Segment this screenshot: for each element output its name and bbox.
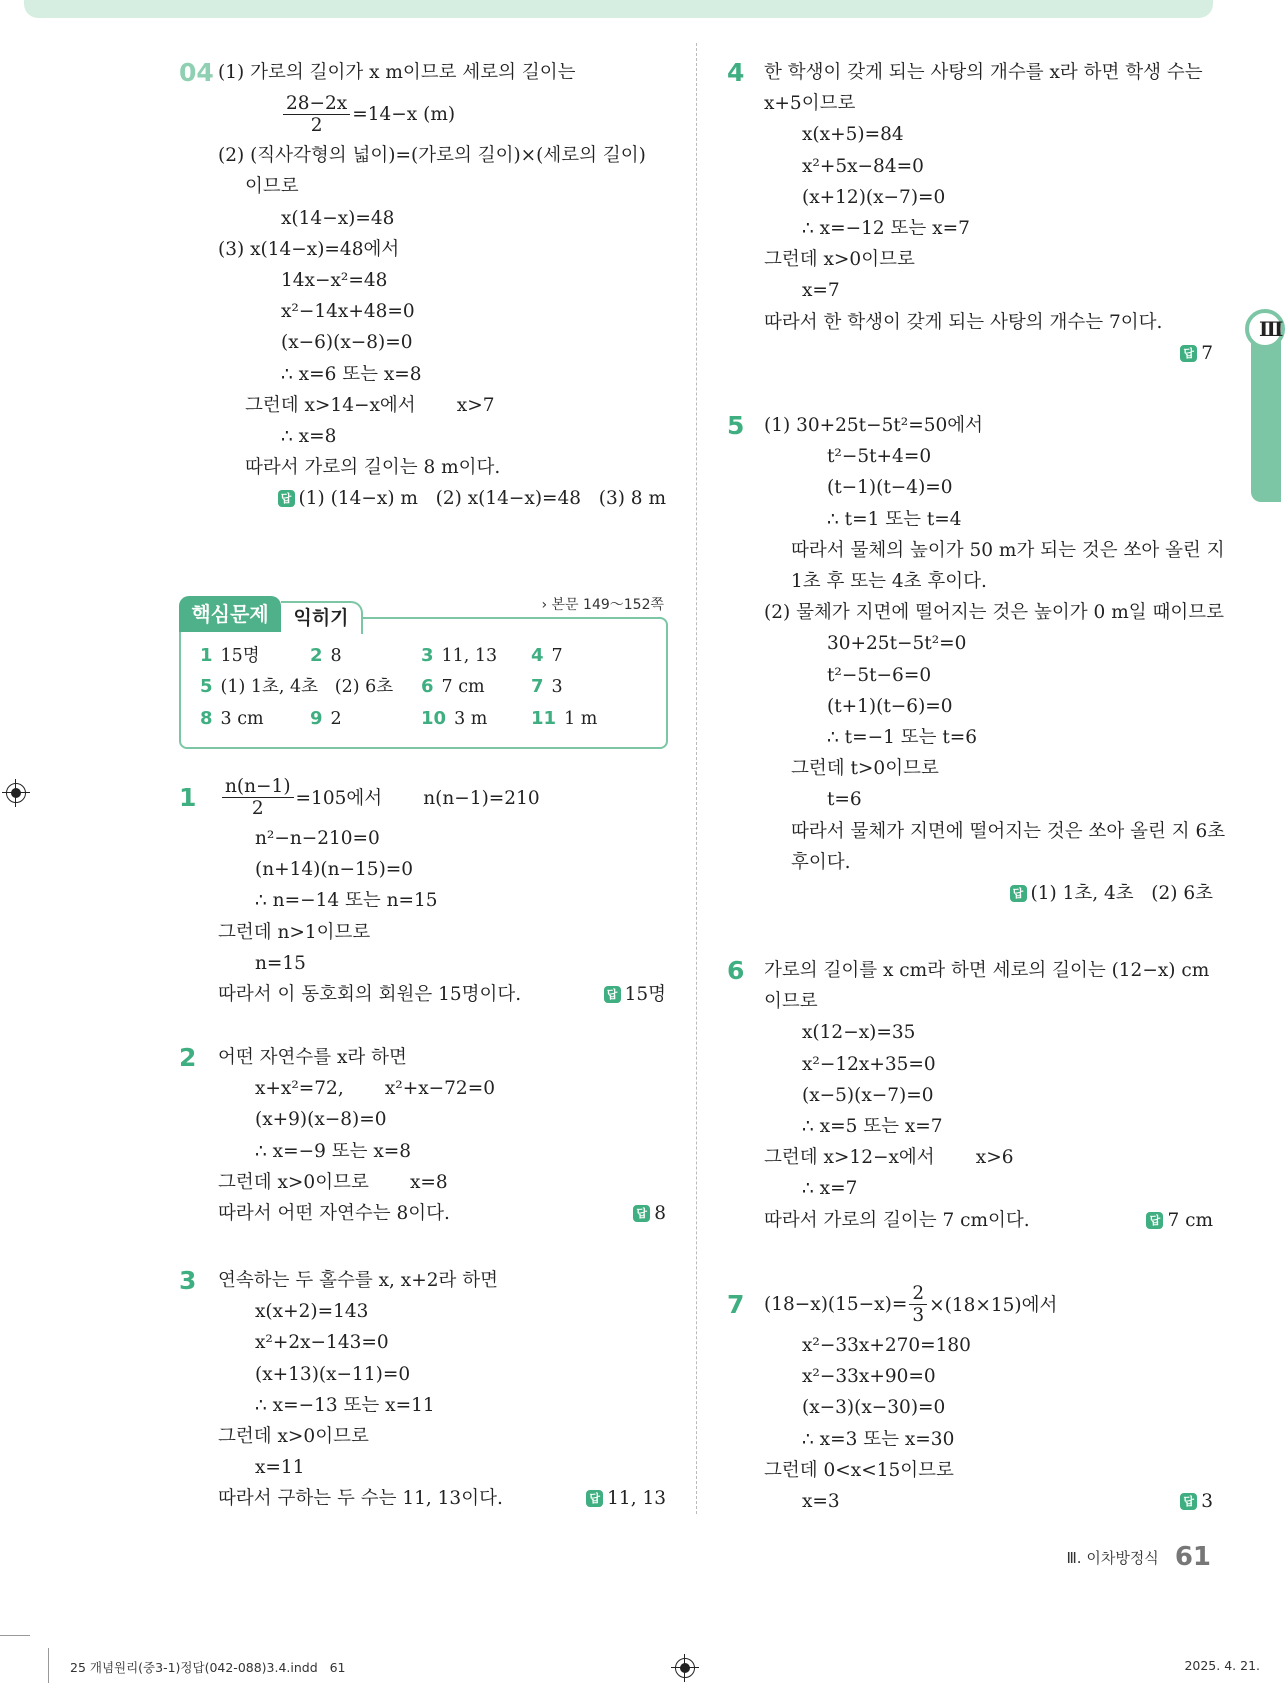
answer	[278, 483, 666, 514]
line-text: 30+25t−5t²=0	[827, 633, 967, 655]
solution-line	[220, 771, 666, 823]
solution-line	[255, 1073, 666, 1104]
fraction	[909, 1283, 927, 1326]
line-text: x+x²=72, x²+x−72=0	[255, 1078, 495, 1100]
solution-line	[218, 140, 666, 171]
answer-icon: 답	[586, 1490, 603, 1507]
solution-line	[827, 722, 1213, 753]
problem-number: 1	[179, 782, 197, 812]
solution-line	[802, 1424, 1213, 1455]
solution-line	[255, 1327, 666, 1358]
summary-item-answer: 11, 13	[441, 646, 498, 666]
solution-line	[255, 948, 666, 979]
solution-line	[245, 171, 666, 202]
answer-icon: 답	[604, 986, 621, 1003]
line-text: (x−3)(x−30)=0	[802, 1397, 946, 1419]
line-text: x(12−x)=35	[802, 1022, 916, 1044]
line-text: ∴ x=6 또는 x=8	[281, 363, 422, 385]
summary-tab-sub: 익히기	[281, 601, 363, 634]
solution-line	[827, 660, 1213, 691]
summary-item	[310, 705, 342, 733]
answer-icon: 답	[1180, 345, 1197, 362]
line-text: (3) x(14−x)=48에서	[218, 238, 400, 260]
line-text: 따라서 한 학생이 갖게 되는 사탕의 개수는 7이다.	[764, 311, 1163, 333]
solution-line	[764, 88, 1213, 119]
line-text: (t−1)(t−4)=0	[827, 477, 953, 499]
line-text: x²−33x+90=0	[802, 1366, 936, 1388]
page-footer	[1066, 1542, 1211, 1572]
answer-text: 3	[1201, 1491, 1213, 1512]
answer	[1180, 338, 1213, 369]
answer-line	[713, 338, 1213, 369]
answer	[604, 979, 666, 1010]
crop-mark	[0, 1635, 30, 1636]
line-text: 14x−x²=48	[281, 270, 388, 291]
solution-line	[802, 1080, 1213, 1111]
line-text: 따라서 가로의 길이는 7 cm이다.	[764, 1209, 1030, 1231]
line-text: ∴ x=5 또는 x=7	[802, 1116, 943, 1137]
solution-line	[791, 847, 1213, 878]
answer	[1010, 878, 1214, 909]
line-text: t=6	[827, 789, 862, 811]
answer	[586, 1483, 666, 1514]
expression: =105에서 n(n−1)=210	[295, 788, 540, 809]
page-number: 61	[1174, 1542, 1211, 1572]
summary-item-number: 3	[421, 645, 434, 666]
line-text: (x+9)(x−8)=0	[255, 1109, 387, 1131]
solution-line	[764, 986, 1213, 1017]
line-text: x=3	[802, 1491, 840, 1512]
top-banner	[24, 0, 1213, 18]
line-text: x²−33x+270=180	[802, 1335, 971, 1356]
solution-line	[827, 472, 1213, 503]
line-text: 후이다.	[791, 851, 851, 873]
solution-line	[218, 57, 666, 88]
line-text: 그런데 0<x<15이므로	[764, 1459, 954, 1481]
line-text: 가로의 길이를 x cm라 하면 세로의 길이는 (12−x) cm	[764, 960, 1210, 981]
line-text: ∴ x=−13 또는 x=11	[255, 1394, 435, 1416]
solution-line	[802, 213, 1213, 244]
line-text: 이므로	[245, 176, 299, 198]
summary-item	[200, 673, 393, 701]
summary-item-answer: 15명	[220, 646, 260, 666]
solution-line	[218, 1421, 666, 1452]
registration-mark-icon	[675, 1658, 695, 1678]
solution-line	[802, 119, 1213, 150]
solution-line	[802, 1017, 1213, 1048]
line-text: 그런데 n>1이므로	[218, 921, 371, 943]
line-text: ∴ x=3 또는 x=30	[802, 1428, 955, 1450]
problem-number: 5	[727, 411, 745, 441]
solution-line	[791, 816, 1226, 847]
expression: (18−x)(15−x)=	[764, 1293, 908, 1315]
line-text: t²−5t+4=0	[827, 446, 932, 468]
solution-line	[827, 504, 1213, 535]
line-text: ∴ x=−12 또는 x=7	[802, 218, 970, 239]
solution-line	[791, 566, 1213, 597]
summary-item-answer: 1 m	[564, 709, 598, 729]
solution-line	[255, 885, 666, 916]
line-text: (1) 30+25t−5t²=50에서	[764, 415, 984, 436]
line-text: 따라서 가로의 길이는 8 m이다.	[245, 457, 501, 479]
summary-item	[421, 642, 497, 670]
answer-text: (1) 1초, 4초 (2) 6초	[1030, 883, 1213, 904]
solution-line	[827, 691, 1213, 722]
solution-line	[218, 979, 666, 1010]
answer-icon: 답	[1146, 1212, 1163, 1229]
line-text: (n+14)(n−15)=0	[255, 859, 414, 881]
summary-item	[421, 673, 485, 701]
line-text: 그런데 x>14−x에서 x>7	[245, 394, 495, 416]
line-text: 따라서 어떤 자연수는 8이다.	[218, 1203, 450, 1224]
solution-line	[802, 1361, 1213, 1392]
problem-number: 7	[727, 1289, 745, 1319]
line-text: (x−6)(x−8)=0	[281, 332, 413, 354]
summary-item-answer: 3	[551, 677, 563, 697]
line-text: n²−n−210=0	[255, 828, 380, 849]
solution-line	[764, 955, 1213, 986]
line-text: (x+12)(x−7)=0	[802, 186, 946, 208]
answer-text: 8	[654, 1203, 666, 1224]
problem-number: 6	[727, 956, 745, 986]
solution-line	[791, 535, 1225, 566]
line-text: t²−5t−6=0	[827, 664, 932, 686]
answer-icon: 답	[1010, 885, 1027, 902]
solution-line	[255, 1104, 666, 1135]
crop-mark	[48, 1648, 49, 1683]
line-text: (1) 가로의 길이가 x m이므로 세로의 길이는	[218, 62, 576, 83]
line-text: x=7	[802, 280, 840, 302]
line-text: 그런데 t>0이므로	[791, 758, 939, 780]
line-text: ∴ t=1 또는 t=4	[827, 508, 962, 530]
line-text: x²−14x+48=0	[281, 301, 415, 323]
line-text: 따라서 물체가 지면에 떨어지는 것은 쏘아 올린 지 6초	[791, 820, 1226, 842]
answer-icon: 답	[1180, 1493, 1197, 1510]
answer-text: 11, 13	[607, 1488, 666, 1510]
solution-line	[255, 854, 666, 885]
line-text: 따라서 물체의 높이가 50 m가 되는 것은 쏘아 올린 지	[791, 539, 1225, 561]
summary-item	[200, 705, 264, 733]
line-text: x+5이므로	[764, 93, 856, 115]
summary-item	[200, 642, 260, 670]
line-text: ∴ x=8	[281, 426, 337, 447]
solution-line	[245, 452, 666, 483]
problem-number: 3	[179, 1266, 197, 1296]
line-text: 이므로	[764, 991, 818, 1013]
fraction	[283, 93, 350, 136]
solution-line	[281, 327, 666, 358]
chapter-title: Ⅲ. 이차방정식	[1066, 1548, 1159, 1567]
solution-line	[764, 597, 1224, 628]
summary-item-number: 5	[200, 676, 213, 697]
line-text: 어떤 자연수를 x라 하면	[218, 1047, 407, 1068]
summary-item-answer: 8	[330, 646, 342, 666]
answer-line	[713, 878, 1213, 909]
line-text: 한 학생이 갖게 되는 사탕의 개수를 x라 하면 학생 수는	[764, 62, 1203, 83]
summary-item	[531, 642, 563, 670]
fraction-denominator: 2	[310, 114, 323, 136]
solution-line	[802, 1330, 1213, 1361]
column-divider	[696, 43, 697, 1514]
line-text: 그런데 x>0이므로	[764, 249, 915, 271]
line-text: ∴ n=−14 또는 n=15	[255, 890, 438, 912]
summary-item-number: 11	[531, 708, 557, 729]
line-text: 1초 후 또는 4초 후이다.	[791, 571, 987, 592]
solution-line	[255, 1390, 666, 1421]
line-text: ∴ x=−9 또는 x=8	[255, 1140, 412, 1162]
solution-line	[255, 1136, 666, 1167]
solution-line	[281, 265, 666, 296]
solution-line	[764, 1142, 1213, 1173]
line-text: (t+1)(t−6)=0	[827, 695, 953, 717]
solution-line	[827, 784, 1213, 815]
registration-mark-icon	[6, 783, 26, 803]
summary-item-number: 2	[310, 645, 323, 666]
print-file-name: 25 개념원리(중3-1)정답(042-088)3.4.indd 61	[70, 1660, 346, 1675]
summary-item-number: 10	[421, 708, 447, 729]
problem-number: 04	[179, 58, 214, 88]
reference-pages: › 본문 149～152쪽	[541, 597, 664, 613]
chapter-side-label: Ⅲ	[1245, 309, 1285, 349]
solution-line	[218, 917, 666, 948]
solution-line	[218, 1198, 666, 1229]
solution-line	[218, 1483, 666, 1514]
solution-line	[764, 244, 1213, 275]
summary-item	[531, 673, 563, 701]
summary-item-number: 8	[200, 708, 213, 729]
fraction	[222, 776, 294, 819]
summary-item-number: 4	[531, 645, 544, 666]
solution-line	[802, 151, 1213, 182]
chapter-side-tab	[1251, 330, 1281, 502]
solution-line	[802, 182, 1213, 213]
summary-item-number: 9	[310, 708, 323, 729]
summary-item	[531, 705, 597, 733]
expression: =14−x (m)	[352, 103, 456, 125]
line-text: ∴ t=−1 또는 t=6	[827, 727, 978, 748]
line-text: x²−12x+35=0	[802, 1053, 936, 1075]
summary-tab-main: 핵심문제	[179, 596, 281, 632]
print-date: 2025. 4. 21.	[1184, 1658, 1260, 1673]
solution-line	[827, 628, 1213, 659]
answer	[633, 1198, 666, 1229]
line-text: 그런데 x>0이므로	[218, 1426, 369, 1447]
solution-line	[764, 1278, 1213, 1330]
fraction-numerator: n(n−1)	[222, 776, 294, 798]
line-text: x(x+2)=143	[255, 1301, 369, 1323]
solution-line	[255, 1296, 666, 1327]
answer-text: (1) (14−x) m (2) x(14−x)=48 (3) 8 m	[298, 488, 666, 510]
line-text: 그런데 x>0이므로 x=8	[218, 1171, 448, 1193]
summary-item-number: 6	[421, 676, 434, 697]
line-text: ∴ x=7	[802, 1178, 858, 1200]
fraction-denominator: 3	[912, 1304, 925, 1326]
solution-line	[281, 88, 666, 140]
solution-line	[764, 57, 1213, 88]
line-text: x(x+5)=84	[802, 124, 904, 146]
line-text: 따라서 구하는 두 수는 11, 13이다.	[218, 1488, 503, 1510]
solution-line	[281, 421, 666, 452]
solution-line	[764, 1455, 1213, 1486]
summary-item-number: 7	[531, 676, 544, 697]
answer-text: 7 cm	[1167, 1209, 1213, 1231]
answer-icon: 답	[633, 1205, 650, 1222]
fraction-numerator: 28−2x	[283, 93, 350, 115]
solution-line	[255, 1452, 666, 1483]
solution-line	[802, 1486, 1213, 1517]
solution-line	[802, 1049, 1213, 1080]
answer	[1146, 1205, 1213, 1236]
solution-line	[218, 234, 666, 265]
answer-text: 15명	[624, 984, 666, 1005]
solution-line	[255, 823, 666, 854]
summary-item-answer: 2	[330, 709, 342, 729]
line-text: (x−5)(x−7)=0	[802, 1084, 934, 1106]
line-text: n=15	[255, 952, 306, 974]
solution-line	[218, 1042, 666, 1073]
solution-line	[218, 1167, 666, 1198]
solution-line	[802, 1392, 1213, 1423]
summary-item-answer: (1) 1초, 4초 (2) 6초	[220, 677, 394, 697]
line-text: x(14−x)=48	[281, 207, 395, 229]
solution-line	[281, 296, 666, 327]
solution-line	[764, 410, 1213, 441]
summary-item	[310, 642, 342, 670]
answer-icon: 답	[278, 490, 295, 507]
answer-line	[166, 483, 666, 514]
problem-number: 4	[727, 58, 745, 88]
line-text: 따라서 이 동호회의 회원은 15명이다.	[218, 984, 522, 1005]
answer-text: 7	[1201, 342, 1213, 364]
solution-line	[802, 275, 1213, 306]
solution-line	[245, 390, 666, 421]
fraction-numerator: 2	[909, 1283, 927, 1305]
expression: ×(18×15)에서	[929, 1295, 1058, 1316]
solution-line	[764, 1205, 1213, 1236]
line-text: x=11	[255, 1457, 305, 1479]
solution-line	[255, 1359, 666, 1390]
summary-item-answer: 7 cm	[441, 677, 485, 697]
problem-number: 2	[179, 1043, 197, 1073]
solution-line	[764, 307, 1213, 338]
summary-item	[421, 705, 487, 733]
line-text: (x+13)(x−11)=0	[255, 1363, 411, 1385]
line-text: (2) (직사각형의 넓이)=(가로의 길이)×(세로의 길이)	[218, 145, 646, 167]
line-text: 그런데 x>12−x에서 x>6	[764, 1147, 1014, 1169]
solution-line	[281, 203, 666, 234]
line-text: x²+2x−143=0	[255, 1332, 389, 1354]
line-text: (2) 물체가 지면에 떨어지는 것은 높이가 0 m일 때이므로	[764, 602, 1224, 624]
summary-item-answer: 7	[551, 646, 563, 666]
solution-line	[802, 1173, 1213, 1204]
solution-line	[791, 753, 1213, 784]
fraction-denominator: 2	[251, 797, 264, 819]
summary-item-number: 1	[200, 645, 213, 666]
summary-item-answer: 3 cm	[220, 709, 264, 729]
line-text: 연속하는 두 홀수를 x, x+2라 하면	[218, 1270, 499, 1291]
solution-line	[218, 1265, 666, 1296]
solution-line	[827, 441, 1213, 472]
answer	[1180, 1486, 1213, 1517]
solution-line	[281, 359, 666, 390]
summary-item-answer: 3 m	[454, 709, 488, 729]
line-text: x²+5x−84=0	[802, 155, 924, 177]
solution-line	[802, 1111, 1213, 1142]
